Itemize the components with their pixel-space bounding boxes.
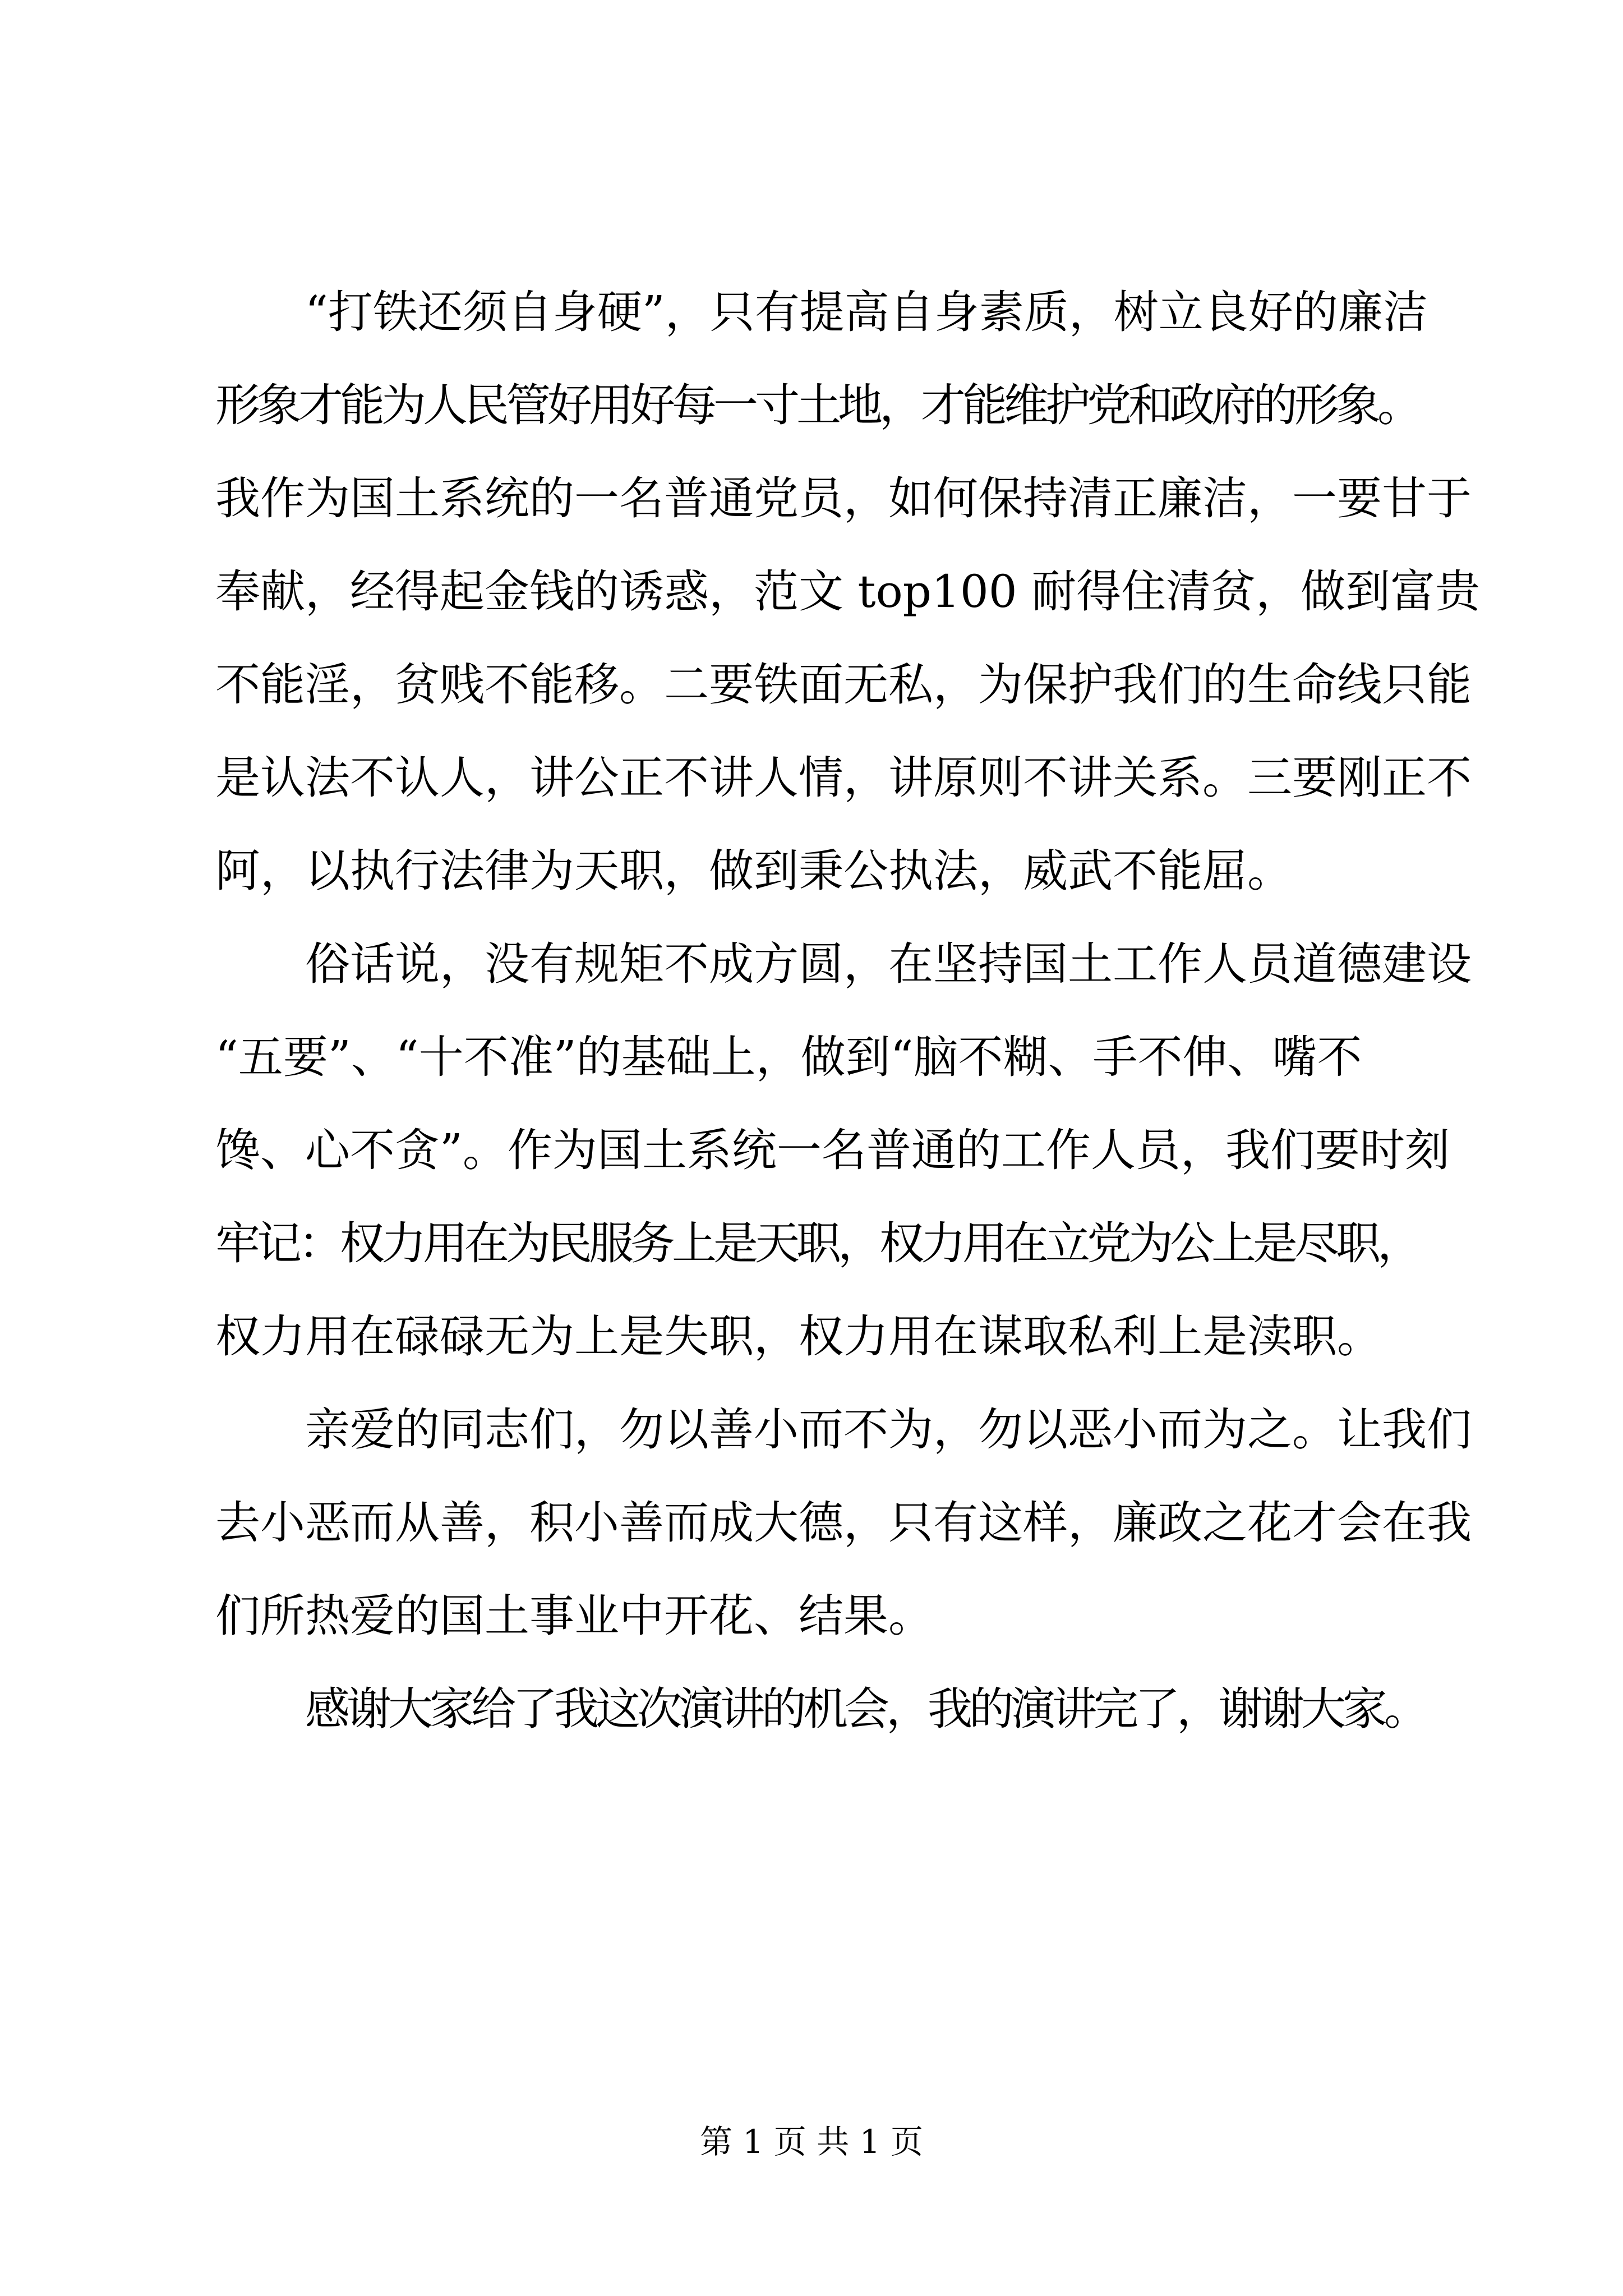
paragraph-line: 感谢大家给了我这次演讲的机会，我的演讲完了，谢谢大家。 <box>305 1683 1426 1735</box>
paragraph-line: 是认法不认人，讲公正不讲人情，讲原则不讲关系。三要刚正不 <box>215 752 1472 804</box>
page-footer: 第 1 页 共 1 页 <box>700 2123 923 2161</box>
paragraph-line: 亲爱的同志们，勿以善小而不为，勿以恶小而为之。让我们 <box>305 1404 1472 1456</box>
paragraph-line: 阿，以执行法律为天职，做到秉公执法，威武不能屈。 <box>215 845 1292 897</box>
paragraph-line: 奉献，经得起金钱的诱惑，范文 top100 耐得住清贫，做到富贵 <box>215 565 1481 618</box>
speech-body <box>215 266 1481 1756</box>
paragraph-line: 俗话说，没有规矩不成方圆，在坚持国土工作人员道德建设 <box>305 938 1472 990</box>
paragraph-line: 形象才能为人民管好用好每一寸土地，才能维护党和政府的形象。 <box>215 379 1419 431</box>
paragraph-line: 我作为国土系统的一名普通党员，如何保持清正廉洁，一要甘于 <box>215 472 1472 524</box>
paragraph-line: 去小恶而从善，积小善而成大德，只有这样，廉政之花才会在我 <box>215 1497 1472 1549</box>
paragraph-line: 牢记：权力用在为民服务上是天职，权力用在立党为公上是尽职， <box>215 1217 1419 1269</box>
paragraph-line: 不能淫，贫贱不能移。二要铁面无私，为保护我们的生命线只能 <box>215 659 1472 711</box>
paragraph-line: 馋、心不贪”。作为国土系统一名普通的工作人员，我们要时刻 <box>215 1124 1450 1176</box>
paragraph-line: 权力用在碌碌无为上是失职，权力用在谋取私利上是渎职。 <box>215 1310 1382 1363</box>
paragraph-line: 们所热爱的国土事业中开花、结果。 <box>215 1590 933 1642</box>
paragraph-line: “五要”、“十不准”的基础上，做到“脑不糊、手不伸、嘴不 <box>215 1031 1362 1083</box>
paragraph-line: “打铁还须自身硬”，只有提高自身素质，树立良好的廉洁 <box>305 286 1428 338</box>
